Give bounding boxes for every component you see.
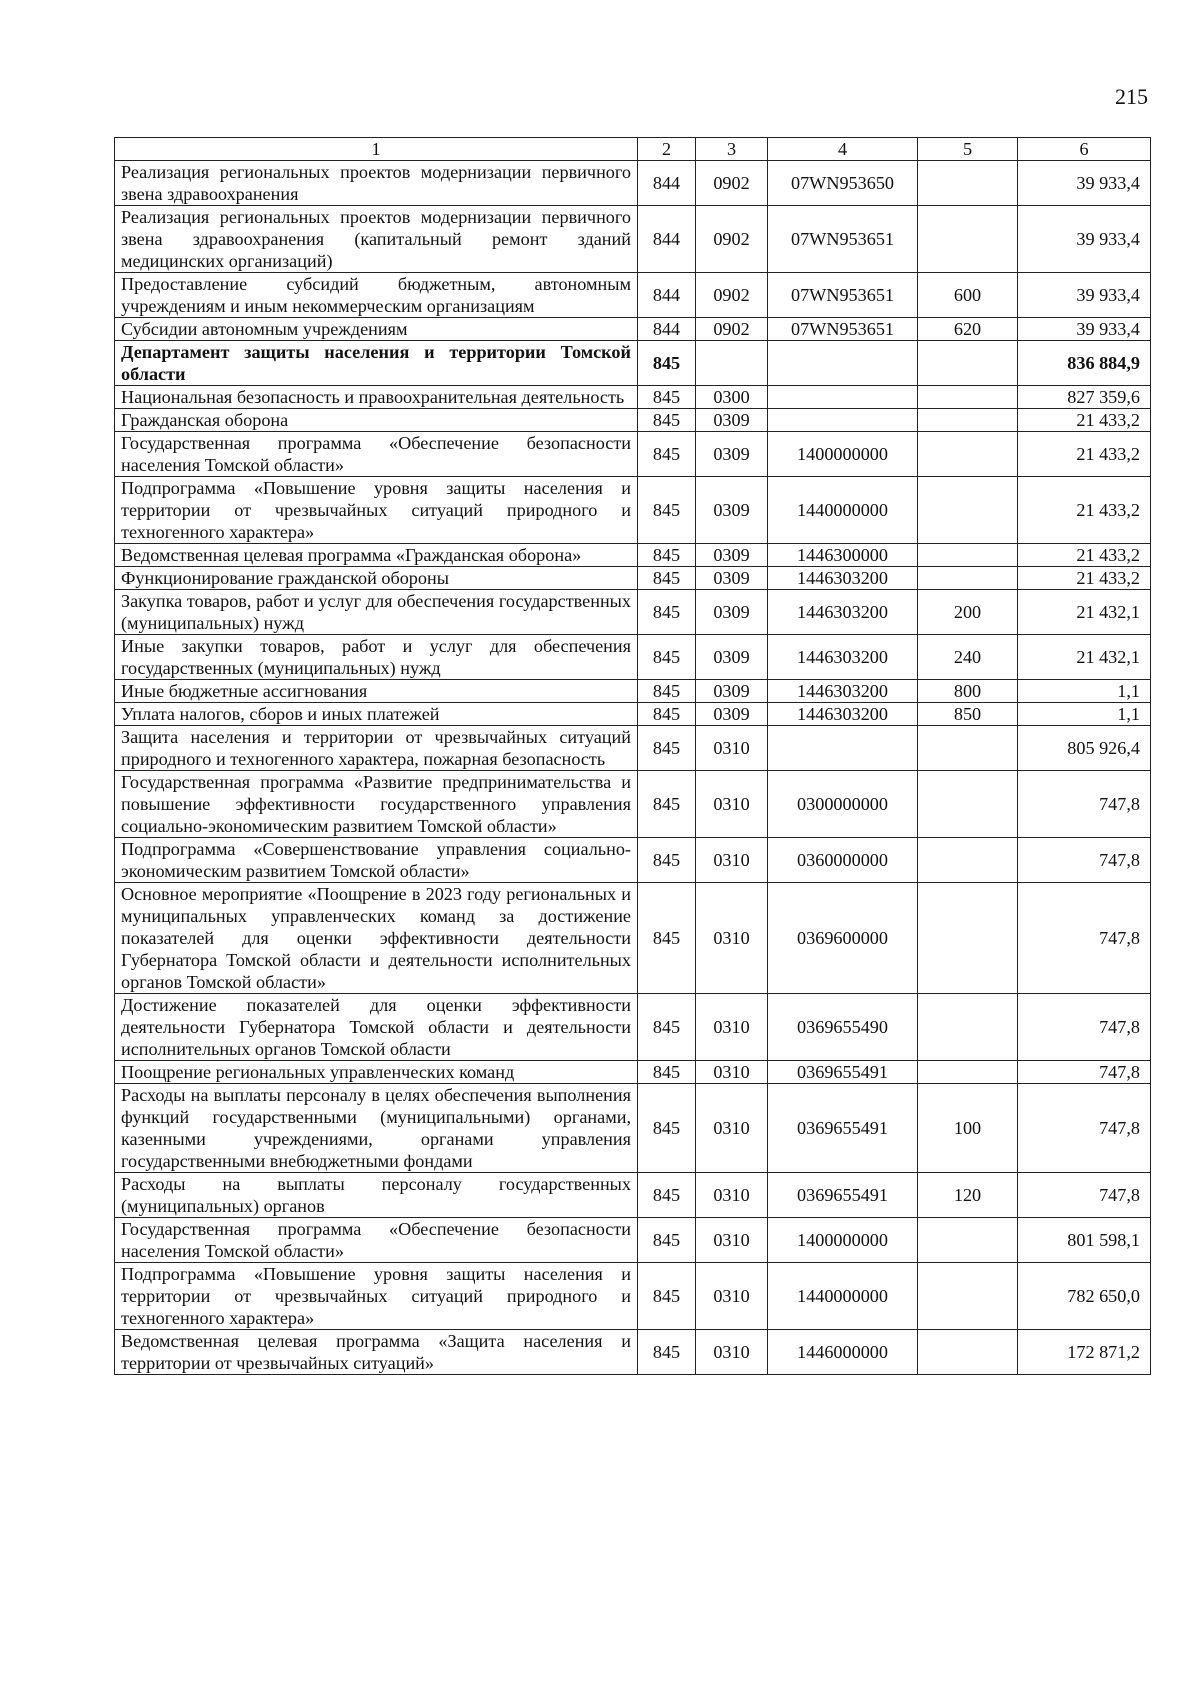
section-code-cell: 0310 <box>696 771 768 838</box>
target-item-cell <box>768 409 918 432</box>
amount-cell: 21 432,1 <box>1018 635 1151 680</box>
section-code-cell: 0310 <box>696 1263 768 1330</box>
ministry-code-cell: 845 <box>638 409 696 432</box>
row-name-cell: Иные закупки товаров, работ и услуг для обеспечения государственных (муниципальных) нужд <box>115 635 638 680</box>
expense-type-cell <box>918 838 1018 883</box>
section-code-cell: 0902 <box>696 206 768 273</box>
table-row <box>115 409 1151 432</box>
row-name-cell: Предоставление субсидий бюджетным, автономным учреждениям и иным некоммерческим организациям <box>115 273 638 318</box>
target-item-cell: 1446300000 <box>768 544 918 567</box>
expense-type-cell <box>918 341 1018 386</box>
amount-cell: 747,8 <box>1018 1061 1151 1084</box>
section-code-cell: 0310 <box>696 1173 768 1218</box>
ministry-code-cell: 845 <box>638 994 696 1061</box>
table-row <box>115 726 1151 771</box>
ministry-code-cell: 845 <box>638 432 696 477</box>
amount-cell: 21 433,2 <box>1018 477 1151 544</box>
expense-type-cell <box>918 1330 1018 1375</box>
table-row <box>115 477 1151 544</box>
target-item-cell: 1446303200 <box>768 635 918 680</box>
row-name-cell: Ведомственная целевая программа «Защита населения и территории от чрезвычайных ситуаций» <box>115 1330 638 1375</box>
section-code-cell: 0309 <box>696 590 768 635</box>
section-code-cell <box>696 341 768 386</box>
target-item-cell: 0369600000 <box>768 883 918 994</box>
section-code-cell: 0310 <box>696 883 768 994</box>
column-header-3: 3 <box>696 138 768 161</box>
expense-type-cell <box>918 409 1018 432</box>
amount-cell: 801 598,1 <box>1018 1218 1151 1263</box>
row-name-cell: Ведомственная целевая программа «Гражданская оборона» <box>115 544 638 567</box>
section-code-cell: 0310 <box>696 726 768 771</box>
expense-type-cell <box>918 544 1018 567</box>
table-row <box>115 994 1151 1061</box>
expense-type-cell: 800 <box>918 680 1018 703</box>
target-item-cell: 0369655491 <box>768 1084 918 1173</box>
table-row <box>115 1218 1151 1263</box>
section-code-cell: 0309 <box>696 703 768 726</box>
table-header-row <box>115 138 1151 161</box>
expense-type-cell <box>918 726 1018 771</box>
section-code-cell: 0902 <box>696 318 768 341</box>
row-name-cell: Подпрограмма «Совершенствование управления социально-экономическим развитием Томской области» <box>115 838 638 883</box>
target-item-cell: 07WN953651 <box>768 318 918 341</box>
ministry-code-cell: 844 <box>638 273 696 318</box>
amount-cell: 21 433,2 <box>1018 544 1151 567</box>
amount-cell: 805 926,4 <box>1018 726 1151 771</box>
budget-table <box>114 137 1151 1375</box>
row-name-cell: Расходы на выплаты персоналу в целях обеспечения выполнения функций государственными (муниципальными) органами, казенными учреждениями, органами управления государственными внебюджетными фондами <box>115 1084 638 1173</box>
amount-cell: 39 933,4 <box>1018 318 1151 341</box>
amount-cell: 21 433,2 <box>1018 409 1151 432</box>
table-row <box>115 635 1151 680</box>
column-header-4: 4 <box>768 138 918 161</box>
section-code-cell: 0309 <box>696 680 768 703</box>
row-name-cell: Закупка товаров, работ и услуг для обеспечения государственных (муниципальных) нужд <box>115 590 638 635</box>
section-code-cell: 0309 <box>696 432 768 477</box>
ministry-code-cell: 845 <box>638 567 696 590</box>
expense-type-cell: 200 <box>918 590 1018 635</box>
expense-type-cell <box>918 386 1018 409</box>
table-row <box>115 703 1151 726</box>
amount-cell: 747,8 <box>1018 838 1151 883</box>
row-name-cell: Государственная программа «Обеспечение безопасности населения Томской области» <box>115 432 638 477</box>
expense-type-cell <box>918 1263 1018 1330</box>
target-item-cell: 07WN953651 <box>768 206 918 273</box>
ministry-code-cell: 845 <box>638 883 696 994</box>
ministry-code-cell: 845 <box>638 703 696 726</box>
target-item-cell: 0369655491 <box>768 1173 918 1218</box>
ministry-code-cell: 845 <box>638 680 696 703</box>
table-row <box>115 883 1151 994</box>
amount-cell: 747,8 <box>1018 771 1151 838</box>
target-item-cell: 1400000000 <box>768 432 918 477</box>
target-item-cell: 1400000000 <box>768 1218 918 1263</box>
expense-type-cell: 120 <box>918 1173 1018 1218</box>
expense-type-cell <box>918 477 1018 544</box>
ministry-code-cell: 845 <box>638 590 696 635</box>
table-row <box>115 273 1151 318</box>
row-name-cell: Достижение показателей для оценки эффективности деятельности Губернатора Томской области и деятельности исполнительных органов Томской области <box>115 994 638 1061</box>
row-name-cell: Защита населения и территории от чрезвычайных ситуаций природного и техногенного характера, пожарная безопасность <box>115 726 638 771</box>
ministry-code-cell: 845 <box>638 1263 696 1330</box>
target-item-cell: 1440000000 <box>768 477 918 544</box>
table-row <box>115 771 1151 838</box>
section-code-cell: 0310 <box>696 1330 768 1375</box>
row-name-cell: Департамент защиты населения и территории Томской области <box>115 341 638 386</box>
section-code-cell: 0309 <box>696 544 768 567</box>
amount-cell: 39 933,4 <box>1018 273 1151 318</box>
section-code-cell: 0310 <box>696 994 768 1061</box>
amount-cell: 836 884,9 <box>1018 341 1151 386</box>
amount-cell: 39 933,4 <box>1018 161 1151 206</box>
row-name-cell: Подпрограмма «Повышение уровня защиты населения и территории от чрезвычайных ситуаций природного и техногенного характера» <box>115 477 638 544</box>
ministry-code-cell: 845 <box>638 1173 696 1218</box>
section-code-cell: 0309 <box>696 409 768 432</box>
row-name-cell: Основное мероприятие «Поощрение в 2023 году региональных и муниципальных управленческих команд за достижение показателей для оценки эффективности деятельности Губернатора Томской области и деятельности исполнительных органов Томской области» <box>115 883 638 994</box>
table-row <box>115 206 1151 273</box>
column-header-2: 2 <box>638 138 696 161</box>
row-name-cell: Национальная безопасность и правоохранительная деятельность <box>115 386 638 409</box>
amount-cell: 1,1 <box>1018 703 1151 726</box>
table-row <box>115 1084 1151 1173</box>
row-name-cell: Подпрограмма «Повышение уровня защиты населения и территории от чрезвычайных ситуаций природного и техногенного характера» <box>115 1263 638 1330</box>
table-row <box>115 386 1151 409</box>
table-row <box>115 1173 1151 1218</box>
table-row <box>115 1330 1151 1375</box>
ministry-code-cell: 845 <box>638 1084 696 1173</box>
expense-type-cell <box>918 1061 1018 1084</box>
section-code-cell: 0309 <box>696 635 768 680</box>
row-name-cell: Расходы на выплаты персоналу государственных (муниципальных) органов <box>115 1173 638 1218</box>
section-code-cell: 0300 <box>696 386 768 409</box>
ministry-code-cell: 844 <box>638 206 696 273</box>
expense-type-cell <box>918 994 1018 1061</box>
amount-cell: 1,1 <box>1018 680 1151 703</box>
target-item-cell: 07WN953650 <box>768 161 918 206</box>
target-item-cell: 07WN953651 <box>768 273 918 318</box>
table-row <box>115 432 1151 477</box>
section-code-cell: 0309 <box>696 567 768 590</box>
target-item-cell: 0369655491 <box>768 1061 918 1084</box>
section-code-cell: 0902 <box>696 161 768 206</box>
section-code-cell: 0310 <box>696 1218 768 1263</box>
table-body <box>115 161 1151 1375</box>
ministry-code-cell: 845 <box>638 1061 696 1084</box>
table-row <box>115 1263 1151 1330</box>
row-name-cell: Гражданская оборона <box>115 409 638 432</box>
target-item-cell: 0369655490 <box>768 994 918 1061</box>
row-name-cell: Уплата налогов, сборов и иных платежей <box>115 703 638 726</box>
target-item-cell <box>768 341 918 386</box>
row-name-cell: Государственная программа «Обеспечение безопасности населения Томской области» <box>115 1218 638 1263</box>
row-name-cell: Государственная программа «Развитие предпринимательства и повышение эффективности государственного управления социально-экономическим развитием Томской области» <box>115 771 638 838</box>
ministry-code-cell: 845 <box>638 838 696 883</box>
ministry-code-cell: 845 <box>638 726 696 771</box>
page-number: 215 <box>1115 84 1148 109</box>
amount-cell: 747,8 <box>1018 1084 1151 1173</box>
section-code-cell: 0310 <box>696 838 768 883</box>
ministry-code-cell: 845 <box>638 635 696 680</box>
expense-type-cell: 240 <box>918 635 1018 680</box>
table-row <box>115 161 1151 206</box>
table-row <box>115 590 1151 635</box>
expense-type-cell <box>918 161 1018 206</box>
amount-cell: 827 359,6 <box>1018 386 1151 409</box>
ministry-code-cell: 845 <box>638 477 696 544</box>
row-name-cell: Функционирование гражданской обороны <box>115 567 638 590</box>
target-item-cell: 0360000000 <box>768 838 918 883</box>
target-item-cell: 1446000000 <box>768 1330 918 1375</box>
table-row <box>115 341 1151 386</box>
expense-type-cell: 620 <box>918 318 1018 341</box>
ministry-code-cell: 845 <box>638 771 696 838</box>
expense-type-cell <box>918 771 1018 838</box>
section-code-cell: 0902 <box>696 273 768 318</box>
row-name-cell: Поощрение региональных управленческих команд <box>115 1061 638 1084</box>
amount-cell: 39 933,4 <box>1018 206 1151 273</box>
expense-type-cell: 600 <box>918 273 1018 318</box>
amount-cell: 782 650,0 <box>1018 1263 1151 1330</box>
section-code-cell: 0310 <box>696 1061 768 1084</box>
column-header-6: 6 <box>1018 138 1151 161</box>
row-name-cell: Реализация региональных проектов модернизации первичного звена здравоохранения <box>115 161 638 206</box>
target-item-cell: 1446303200 <box>768 703 918 726</box>
target-item-cell: 1446303200 <box>768 567 918 590</box>
target-item-cell <box>768 726 918 771</box>
expense-type-cell <box>918 432 1018 477</box>
ministry-code-cell: 845 <box>638 341 696 386</box>
ministry-code-cell: 845 <box>638 386 696 409</box>
expense-type-cell <box>918 1218 1018 1263</box>
expense-type-cell: 850 <box>918 703 1018 726</box>
amount-cell: 747,8 <box>1018 883 1151 994</box>
row-name-cell: Субсидии автономным учреждениям <box>115 318 638 341</box>
expense-type-cell <box>918 883 1018 994</box>
amount-cell: 747,8 <box>1018 994 1151 1061</box>
table-row <box>115 680 1151 703</box>
target-item-cell <box>768 386 918 409</box>
row-name-cell: Реализация региональных проектов модернизации первичного звена здравоохранения (капитальный ремонт зданий медицинских организаций) <box>115 206 638 273</box>
amount-cell: 21 433,2 <box>1018 567 1151 590</box>
target-item-cell: 1446303200 <box>768 680 918 703</box>
column-header-5: 5 <box>918 138 1018 161</box>
row-name-cell: Иные бюджетные ассигнования <box>115 680 638 703</box>
section-code-cell: 0309 <box>696 477 768 544</box>
column-header-1: 1 <box>115 138 638 161</box>
ministry-code-cell: 845 <box>638 1218 696 1263</box>
table-row <box>115 567 1151 590</box>
table-row <box>115 1061 1151 1084</box>
amount-cell: 21 432,1 <box>1018 590 1151 635</box>
expense-type-cell <box>918 567 1018 590</box>
table-row <box>115 318 1151 341</box>
section-code-cell: 0310 <box>696 1084 768 1173</box>
ministry-code-cell: 845 <box>638 544 696 567</box>
expense-type-cell: 100 <box>918 1084 1018 1173</box>
table-row <box>115 544 1151 567</box>
amount-cell: 172 871,2 <box>1018 1330 1151 1375</box>
ministry-code-cell: 845 <box>638 1330 696 1375</box>
amount-cell: 747,8 <box>1018 1173 1151 1218</box>
target-item-cell: 1440000000 <box>768 1263 918 1330</box>
amount-cell: 21 433,2 <box>1018 432 1151 477</box>
ministry-code-cell: 844 <box>638 161 696 206</box>
table-row <box>115 838 1151 883</box>
target-item-cell: 1446303200 <box>768 590 918 635</box>
ministry-code-cell: 844 <box>638 318 696 341</box>
expense-type-cell <box>918 206 1018 273</box>
target-item-cell: 0300000000 <box>768 771 918 838</box>
